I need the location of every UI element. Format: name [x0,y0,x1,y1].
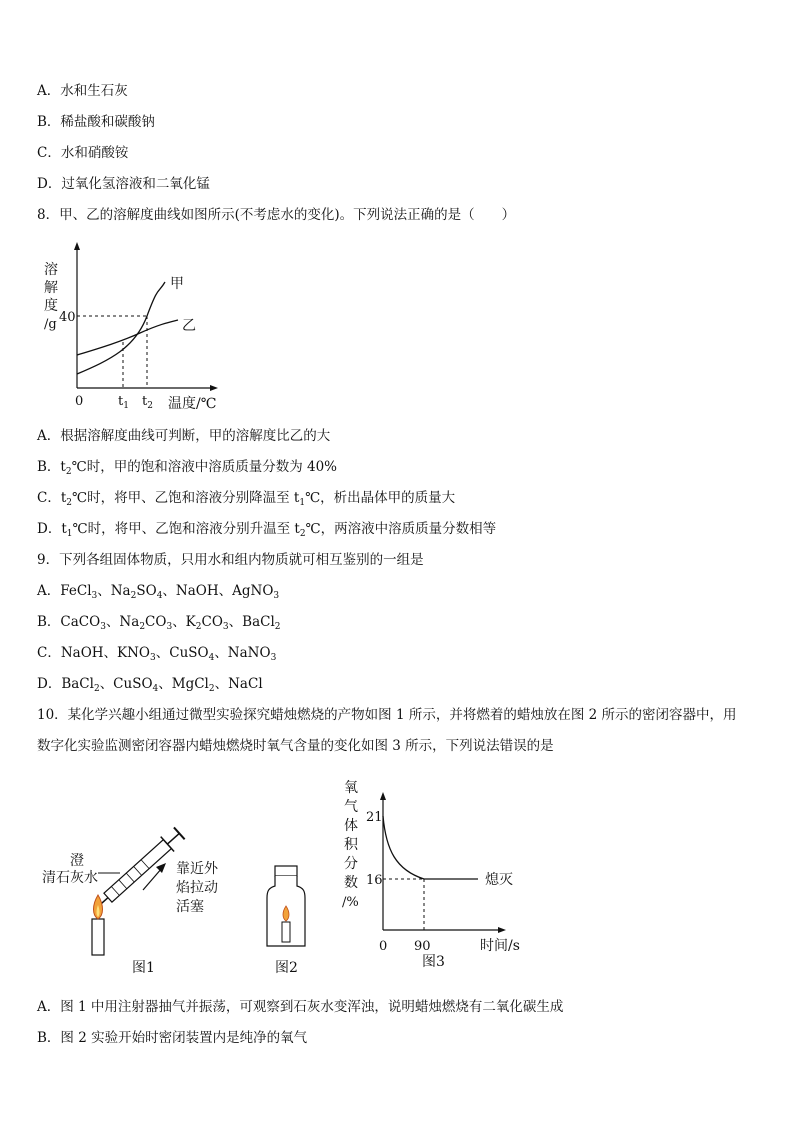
y-tick-16: 16 [366,873,383,888]
x-tick-t2: $t_2$ [142,394,153,411]
ylabel-char-1: 溶 [44,262,58,278]
curve-yi [77,320,178,355]
candle [92,919,104,955]
x-axis-arrow [210,385,218,391]
fig3-ylabel-1: 氧 [344,780,358,796]
q9-option-c: C．NaOH、$KNO_3$、CuSO$_4$、NaNO$_3$ [37,645,277,663]
fig3-ylabel-5: 分 [344,856,358,872]
note-line-2: 焰拉动 [176,880,218,896]
fig2-caption: 图2 [275,960,298,976]
q8-option-a: A．根据溶解度曲线可判断，甲的溶解度比乙的大 [37,428,331,444]
fig1-caption: 图1 [132,960,155,976]
origin-label: 0 [75,394,84,409]
figure-1 [40,815,240,977]
fig3-ylabel-3: 体 [344,818,358,834]
ylabel-char-4: /g [44,317,57,332]
note-line-1: 靠近外 [176,861,218,877]
q9-option-b: B．CaCO$_3$、$Na_2CO_3$、$K_2CO_3$、BaCl$_2$ [37,614,281,632]
figure-3 [338,770,528,970]
q8-option-d: D．$t_1℃$时，将甲、乙饱和溶液分别升温至 $t_2℃$，两溶液中溶质质量分数相等 [37,521,497,539]
fig3-xlabel: 时间/s [480,938,520,954]
q7-option-c: C．水和硝酸铵 [37,145,129,161]
q8-option-c: C．$t_2℃$时，将甲、乙饱和溶液分别降温至 $t_1℃$，析出晶体甲的质量大 [37,490,456,508]
fig3-ylabel-7: /% [342,895,359,910]
bottle-cap [275,866,297,876]
syringe [94,826,186,912]
q7-option-d: D．过氧化氢溶液和二氧化锰 [37,176,210,192]
lime-label-2: 清石灰水 [42,870,98,886]
annotation-extinguished: 熄灭 [485,872,513,888]
q9-option-d: D．BaCl$_2$、CuSO$_4$、MgCl$_2$、NaCl [37,676,263,694]
q10-option-a: A．图 1 中用注射器抽气并振荡，可观察到石灰水变浑浊，说明蜡烛燃烧有二氧化碳生成 [37,999,564,1015]
ylabel-char-3: 度 [44,298,58,314]
ylabel-char-2: 解 [44,280,58,296]
fig3-ylabel-2: 气 [344,799,358,815]
q8-stem: 8．甲、乙的溶解度曲线如图所示(不考虑水的变化)。下列说法正确的是（ ） [37,207,516,223]
q8-option-b: B．$t_2℃$时，甲的饱和溶液中溶质质量分数为 40% [37,459,337,477]
fig3-caption: 图3 [422,954,445,970]
q10-option-b: B．图 2 实验开始时密闭装置内是纯净的氧气 [37,1030,308,1046]
note-line-3: 活塞 [176,899,204,915]
y-tick-40: 40 [59,310,76,325]
lime-label-1: 澄 [70,853,84,869]
fig3-origin: 0 [379,939,388,954]
curve-label-jia: 甲 [170,276,184,292]
q10-stem-line1: 10．某化学兴趣小组通过微型实验探究蜡烛燃烧的产物如图 1 所示，并将燃着的蜡烛放在图 2 所示的密闭容器中，用 [37,707,737,723]
q10-stem-line2: 数字化实验监测密闭容器内蜡烛燃烧时氧气含量的变化如图 3 所示，下列说法错误的是 [37,738,554,754]
y-tick-21: 21 [366,810,383,825]
y-axis-arrow [74,242,80,250]
x-tick-90: 90 [414,939,431,954]
q9-stem: 9．下列各组固体物质，只用水和组内物质就可相互鉴别的一组是 [37,552,424,568]
q7-option-a: A．水和生石灰 [37,83,128,99]
bottle-candle [282,922,290,942]
x-tick-t1: $t_1$ [118,394,129,411]
xlabel: 温度/℃ [168,396,217,412]
fig3-ylabel-4: 积 [344,837,358,853]
fig3-ylabel-6: 数 [344,875,358,891]
oxygen-curve [383,816,478,879]
figure-2 [260,860,320,978]
q7-option-b: B．稀盐酸和碳酸钠 [37,114,155,130]
solubility-graph [40,238,240,416]
q9-option-a: A．FeCl$_3$、$Na_2SO_4$、NaOH、AgNO$_3$ [37,583,280,601]
curve-label-yi: 乙 [182,318,196,334]
